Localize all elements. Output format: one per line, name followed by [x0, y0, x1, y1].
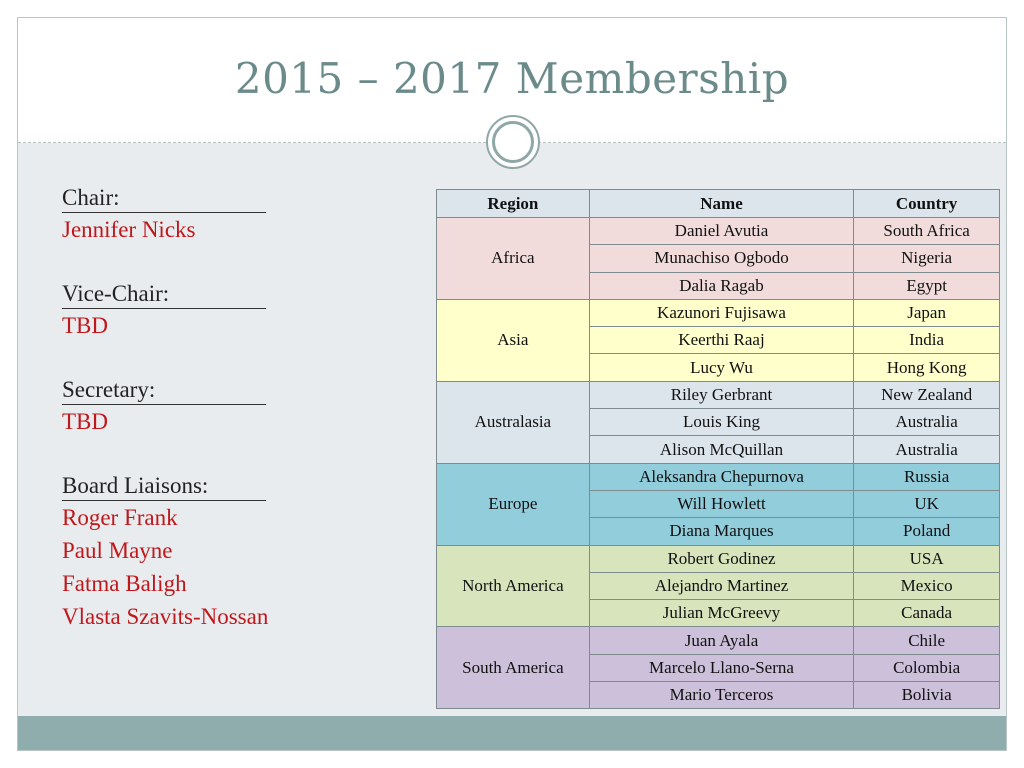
chair-label: Chair: [62, 184, 266, 213]
country-column-header: Country [854, 190, 1000, 218]
member-country-cell: Mexico [854, 572, 1000, 599]
table-row [437, 381, 1000, 408]
membership-table-body [437, 218, 1000, 709]
member-country-cell: South Africa [854, 218, 1000, 245]
chair-name: Jennifer Nicks [62, 217, 196, 242]
region-cell: Europe [437, 463, 590, 545]
member-name-cell: Will Howlett [589, 490, 853, 517]
member-country-cell: USA [854, 545, 1000, 572]
region-column-header: Region [437, 190, 590, 218]
table-row [437, 218, 1000, 245]
member-name-cell: Aleksandra Chepurnova [589, 463, 853, 490]
officer-roles [62, 184, 362, 633]
member-name-cell: Alejandro Martinez [589, 572, 853, 599]
member-country-cell: India [854, 327, 1000, 354]
member-country-cell: Russia [854, 463, 1000, 490]
member-country-cell: Bolivia [854, 682, 1000, 709]
member-name-cell: Alison McQuillan [589, 436, 853, 463]
member-country-cell: Canada [854, 600, 1000, 627]
member-country-cell: Egypt [854, 272, 1000, 299]
member-name-cell: Lucy Wu [589, 354, 853, 381]
member-name-cell: Daniel Avutia [589, 218, 853, 245]
member-country-cell: UK [854, 490, 1000, 517]
ring-ornament-icon [486, 115, 540, 169]
member-name-cell: Dalia Ragab [589, 272, 853, 299]
page-title: 2015 – 2017 Membership [234, 54, 790, 103]
membership-table [436, 189, 1000, 709]
member-country-cell: Japan [854, 299, 1000, 326]
member-name-cell: Robert Godinez [589, 545, 853, 572]
region-cell: Africa [437, 218, 590, 300]
vice-chair-label: Vice-Chair: [62, 280, 266, 309]
board-liaison-name: Fatma Baligh [62, 571, 187, 596]
member-name-cell: Keerthi Raaj [589, 327, 853, 354]
member-name-cell: Diana Marques [589, 518, 853, 545]
member-country-cell: Nigeria [854, 245, 1000, 272]
table-row [437, 545, 1000, 572]
board-liaisons-label: Board Liaisons: [62, 472, 266, 501]
member-name-cell: Riley Gerbrant [589, 381, 853, 408]
slide [17, 17, 1007, 751]
secretary-name: TBD [62, 409, 108, 434]
board-liaison-name: Paul Mayne [62, 538, 173, 563]
footer-band [18, 716, 1006, 750]
member-country-cell: New Zealand [854, 381, 1000, 408]
region-cell: North America [437, 545, 590, 627]
member-name-cell: Julian McGreevy [589, 600, 853, 627]
member-country-cell: Colombia [854, 654, 1000, 681]
vice-chair-name: TBD [62, 313, 108, 338]
region-cell: Australasia [437, 381, 590, 463]
name-column-header: Name [589, 190, 853, 218]
table-header-row [437, 190, 1000, 218]
region-cell: Asia [437, 299, 590, 381]
member-name-cell: Louis King [589, 409, 853, 436]
region-cell: South America [437, 627, 590, 709]
table-row [437, 463, 1000, 490]
member-country-cell: Australia [854, 436, 1000, 463]
member-country-cell: Australia [854, 409, 1000, 436]
member-country-cell: Chile [854, 627, 1000, 654]
member-country-cell: Hong Kong [854, 354, 1000, 381]
member-name-cell: Mario Terceros [589, 682, 853, 709]
member-name-cell: Juan Ayala [589, 627, 853, 654]
member-name-cell: Munachiso Ogbodo [589, 245, 853, 272]
member-name-cell: Kazunori Fujisawa [589, 299, 853, 326]
board-liaison-name: Roger Frank [62, 505, 178, 530]
member-country-cell: Poland [854, 518, 1000, 545]
table-row [437, 627, 1000, 654]
secretary-label: Secretary: [62, 376, 266, 405]
table-row [437, 299, 1000, 326]
member-name-cell: Marcelo Llano-Serna [589, 654, 853, 681]
board-liaison-name: Vlasta Szavits-Nossan [62, 604, 269, 629]
